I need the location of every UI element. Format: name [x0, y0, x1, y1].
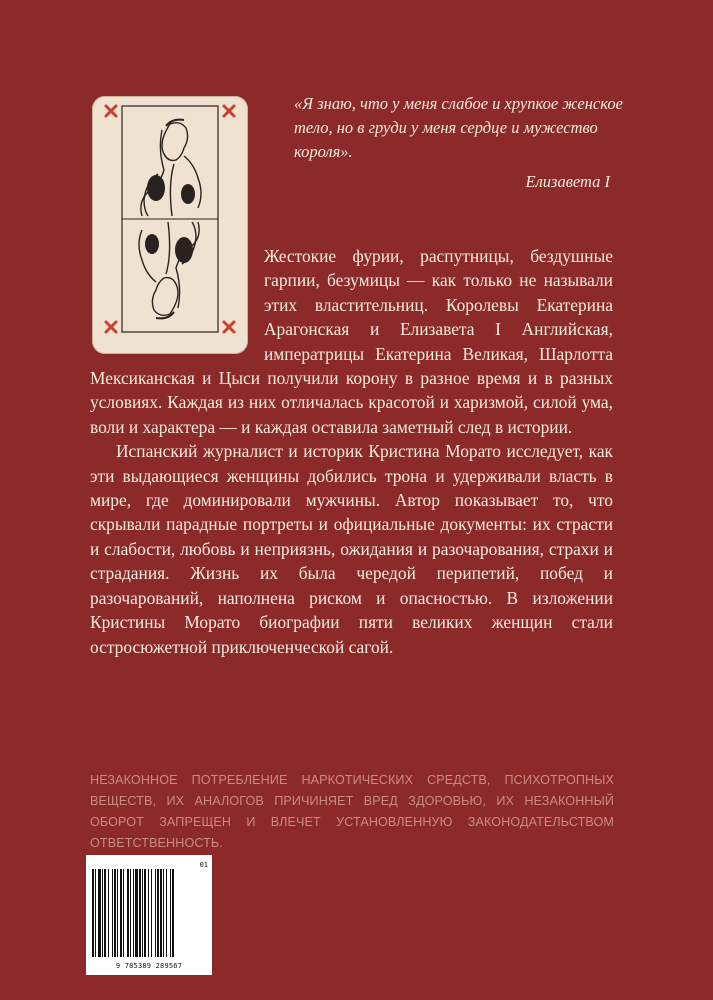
- barcode-bar: [120, 869, 122, 957]
- barcode-bar: [155, 869, 156, 957]
- isbn-barcode: [86, 855, 212, 975]
- barcode-digits: 9 785389 289567: [115, 962, 183, 970]
- barcode-bar: [139, 869, 141, 957]
- barcode-bar: [130, 869, 131, 957]
- barcode-bar: [148, 869, 149, 957]
- barcode-bar: [151, 869, 152, 957]
- barcode-bar: [104, 869, 106, 957]
- epigraph-author: Елизавета I: [525, 172, 610, 191]
- barcode-bar: [157, 869, 159, 957]
- barcode-bar: [170, 869, 171, 957]
- barcode-bar: [102, 869, 103, 957]
- paragraph-1: Жестокие фурии, распутницы, бездушные гарпии, безумицы — как только не называли этих властительниц. Королевы Екатерина Арагонская и Елизавета I Английская, императрицы Екатерина Великая, Шарлотта Мексиканская и Цыси получили корону в разное время и в разных условиях. Каждая из них отличалась красотой и харизмой, силой ума, воли и характера — и каждая оставила заметный след в истории.: [90, 246, 613, 437]
- barcode-bar: [98, 869, 101, 957]
- barcode-addon: 01: [199, 861, 208, 869]
- barcode-bar: [163, 869, 164, 957]
- barcode-bar: [95, 869, 96, 957]
- barcode-bar: [117, 869, 118, 957]
- barcode-bar: [133, 869, 134, 957]
- barcode-icon: [86, 855, 212, 975]
- barcode-bar: [112, 869, 113, 957]
- barcode-bar: [127, 869, 129, 957]
- barcode-bar: [160, 869, 162, 957]
- paragraph-2: Испанский журналист и историк Кристина Морато исследует, как эти выдающиеся женщины добились трона и удерживали власть в мире, где доминировали мужчины. Автор показывает то, что скрывали парадные портреты и официальные документы: их страсти и слабости, любовь и неприязнь, ожидания и разочарования, страхи и страдания. Жизнь их была чередой перипетий, побед и разочарований, наполнена риском и опасностью. В изложении Кристины Морато биографии пяти великих женщин стали остросюжетной приключенческой сагой.: [90, 441, 613, 657]
- barcode-bar: [114, 869, 116, 957]
- barcode-bar: [108, 869, 109, 957]
- barcode-bar: [135, 869, 138, 957]
- barcode-bar: [123, 869, 124, 957]
- barcode-bar: [144, 869, 146, 957]
- barcode-bar: [172, 869, 174, 957]
- barcode-bar: [92, 869, 94, 957]
- legal-warning: НЕЗАКОННОЕ ПОТРЕБЛЕНИЕ НАРКОТИЧЕСКИХ СРЕДСТВ, ПСИХОТРОПНЫХ ВЕЩЕСТВ, ИХ АНАЛОГОВ ПРИЧИНЯЕТ ВРЕД ЗДОРОВЬЮ, ИХ НЕЗАКОННЫЙ ОБОРОТ ЗАПРЕЩЕН И ВЛЕЧЕТ УСТАНОВЛЕННУЮ ЗАКОНОДАТЕЛЬСТВОМ ОТВЕТСТВЕННОСТЬ.: [90, 773, 614, 850]
- card-wrap-gap: [90, 244, 264, 366]
- epigraph-quote: «Я знаю, что у меня слабое и хрупкое женское тело, но в груди у меня сердце и мужество короля».: [294, 94, 623, 161]
- barcode-bar: [166, 869, 167, 957]
- barcode-bar: [142, 869, 143, 957]
- annotation-text: [90, 244, 613, 659]
